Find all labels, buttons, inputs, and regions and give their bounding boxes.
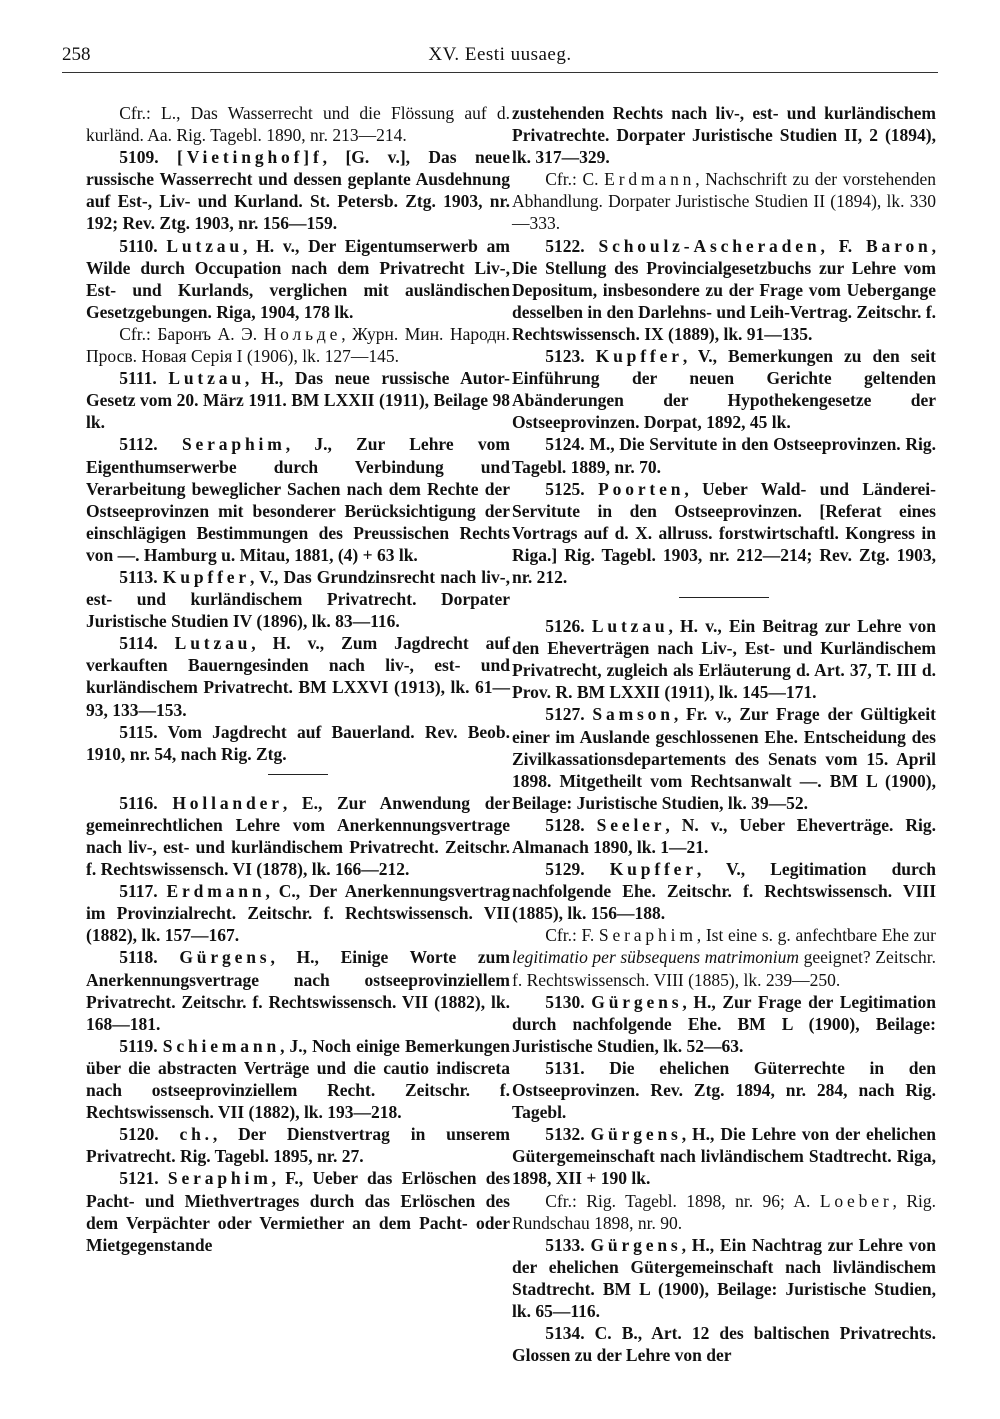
- bibliography-entry: [86, 1035, 510, 1123]
- author-name: Gürgens: [590, 1124, 682, 1145]
- author-name: Loeber: [819, 1190, 893, 1211]
- entry-text: , V., Bemerkungen zu den seit Einführung der neuen Gerichte geltenden Abänderungen der Hypothekengesetze der Ostseeprovinzen. Dorpat, 1892, 45 lk.: [512, 346, 936, 433]
- entry-text: Cfr.: Баронъ А. Э.: [119, 323, 264, 344]
- left-column: [86, 102, 510, 1256]
- bibliography-entry: [512, 1057, 936, 1123]
- entry-text: Cfr.: Rig. Tagebl. 1898, nr. 96; A.: [545, 1190, 820, 1211]
- header-rule: [62, 72, 938, 73]
- bibliography-entry: [512, 235, 936, 345]
- entry-text: 5114.: [119, 633, 175, 654]
- bibliography-entry: [86, 880, 510, 946]
- author-name: Нольде: [263, 323, 342, 344]
- entry-text: 5129.: [545, 859, 610, 880]
- entry-text: , C., Der Anerkennungsvertrag im Provinzialrecht. Zeitschr. f. Rechtswissensch. VII (1882), lk. 157—167.: [86, 881, 510, 946]
- entry-text: 5132.: [545, 1124, 591, 1145]
- bibliography-entry: [86, 235, 510, 323]
- entry-text: , V., Das Grundzinsrecht nach liv-, est- und kurländischem Privatrecht. Dorpater Juristische Studien IV (1896), lk. 83—116.: [86, 566, 510, 632]
- bibliography-entry: [86, 1167, 510, 1255]
- entry-text: , Rig. Rundschau 1898, nr. 90.: [512, 1190, 936, 1233]
- entry-text: geeignet? Zeitschr. f. Rechtswissensch. VIII (1885), lk. 239—250.: [512, 947, 936, 990]
- entry-text: Cfr.: L., Das Wasserrecht und die Flössung auf d. kurländ. Aa. Rig. Tagebl. 1890, nr. 213—214.: [86, 103, 510, 146]
- entry-text: 5131. Die ehelichen Güterrechte in den Ostseeprovinzen. Rev. Ztg. 1894, nr. 284, nach Rig. Tagebl.: [512, 1057, 936, 1123]
- bibliography-note: [86, 102, 510, 146]
- entry-text: , Ist eine s. g. anfechtbare Ehe zur: [696, 925, 936, 946]
- entry-text: , H., Das neue russische Autor-Gesetz vom 20. März 1911. BM LXXII (1911), Beilage 98 lk.: [86, 368, 510, 433]
- author-name: Schoulz-Ascheraden: [598, 235, 821, 256]
- author-name: Seraphim: [181, 434, 286, 455]
- author-name: Hollander: [172, 792, 283, 813]
- page-header: [62, 38, 938, 72]
- author-name: ch.: [179, 1124, 213, 1145]
- bibliography-note: [512, 168, 936, 234]
- author-name: Lutzau: [591, 616, 669, 637]
- entry-text: 5127.: [545, 704, 593, 725]
- entry-text: , H., Die Lehre von der ehelichen Gütergemeinschaft nach livländischem Stadtrecht. Riga, 1898, XII + 190 lk.: [512, 1124, 936, 1189]
- entry-text: , Ueber Wald- und Länderei-Servitute in den Ostseeprovinzen. [Referat eines Vortrags auf d. X. allruss. forstwirtschaftl. Kongress in Riga.] Rig. Tagebl. 1903, nr. 212—214; Rev. Ztg. 1903, nr. 212.: [512, 478, 936, 587]
- entry-text: 5123.: [545, 346, 596, 367]
- author-name: Seraphim: [167, 1168, 272, 1189]
- bibliography-entry: [512, 433, 936, 477]
- entry-text: , V., Legitimation durch nachfolgende Ehe. Zeitschr. f. Rechtswissensch. VIII (1885), lk. 156—188.: [512, 859, 936, 924]
- entry-text: , H., Zur Frage der Legitimation durch nachfolgende Ehe. BM L (1900), Beilage: Juristische Studien, lk. 52—63.: [512, 991, 936, 1056]
- entry-text: 5124. M., Die Servitute in den Ostseeprovinzen. Rig. Tagebl. 1889, nr. 70.: [512, 434, 936, 477]
- entry-text: , N. v., Ueber Eheverträge. Rig. Almanach 1890, lk. 1—21.: [512, 814, 936, 857]
- bibliography-entry: [86, 632, 510, 720]
- section-separator: [268, 774, 328, 775]
- bibliography-entry: [86, 792, 510, 880]
- author-name: [Vietinghof]f: [177, 147, 323, 168]
- entry-text: , Der Dienstvertrag in unserem Privatrecht. Rig. Tagebl. 1895, nr. 27.: [86, 1124, 511, 1167]
- entry-text: , J., Zur Lehre vom Eigenthumserwerbe durch Verbindung und Verarbeitung beweglicher Sachen nach dem Rechte der Ostseeprovinzen mit besonderer Berücksichtigung der einschlägigen Bestimmungen des Preussischen Rechts von —. Hamburg u. Mitau, 1881, (4) + 63 lk.: [86, 434, 510, 565]
- entry-text: , F., Ueber das Erlöschen des Pacht- und Miethvertrages durch das Erlöschen des dem Verpächter oder Vermiether an dem Pacht- oder Mietgegenstande: [86, 1168, 511, 1255]
- italic-term: legitimatio per sübsequens matrimonium: [512, 947, 799, 968]
- bibliography-entry: [512, 345, 936, 433]
- entry-text: 5125.: [545, 478, 599, 499]
- entry-text: , Журн. Мин. Народн. Просв. Новая Серія I (1906), lk. 127—145.: [86, 323, 510, 367]
- author-name: Erdmann: [166, 881, 266, 902]
- entry-text: 5117.: [119, 881, 167, 902]
- bibliography-entry: [512, 703, 936, 813]
- bibliography-note: [512, 924, 936, 990]
- entry-text: 5134. C. B., Art. 12 des baltischen Privatrechts. Glossen zu der Lehre von der: [512, 1323, 936, 1366]
- entry-text: , E., Zur Anwendung der gemeinrechtlichen Lehre vom Anerkennungsvertrage nach liv-, est- und kurländischem Privatrecht. Zeitschr. f. Rechtswissensch. VI (1878), lk. 166—212.: [86, 792, 510, 880]
- author-name: Kupffer: [609, 859, 697, 880]
- bibliography-entry: [512, 858, 936, 924]
- author-name: Kupffer: [595, 346, 683, 367]
- bibliography-entry: [512, 615, 936, 703]
- author-name: Erdmann: [604, 169, 696, 190]
- author-name: Gürgens: [179, 947, 271, 968]
- running-title: XV. Eesti uusaeg.: [428, 44, 572, 65]
- entry-text: 5122.: [545, 235, 599, 256]
- entry-text: , H., Einige Worte zum Anerkennungsvertrage nach ostseeprovinziellem Privatrecht. Zeitschr. f. Rechtswissensch. VII (1882), lk. 168—181.: [86, 947, 510, 1034]
- entry-text: , H. v., Der Eigentumserwerb am Wilde durch Occupation nach dem Privatrecht Liv-, Est- und Kurlands, verglichen mit ausländischen Gesetzgebungen. Riga, 1904, 178 lk.: [86, 235, 510, 322]
- bibliography-entry: [86, 946, 510, 1034]
- entry-text: , H. v., Ein Beitrag zur Lehre von den Eheverträgen nach Liv-, Est- und Kurländischem Privatrecht, zugleich als Erläuterung d. Art. 37, T. III d. Prov. R. BM LXXII (1911), lk. 145—171.: [512, 616, 937, 703]
- entry-text: 5116.: [119, 792, 173, 813]
- bibliography-entry: [86, 721, 510, 765]
- author-name: Samson: [592, 704, 674, 725]
- page-number: 258: [62, 44, 91, 65]
- entry-text: zustehenden Rechts nach liv-, est- und kurländischem Privatrechte. Dorpater Juristische Studien II, 2 (1894), lk. 317—329.: [512, 103, 936, 168]
- author-name: Schiemann: [162, 1035, 281, 1056]
- author-name: Lutzau: [174, 633, 252, 654]
- entry-text: , [G. v.], Das neue russische Wasserrecht und dessen geplante Ausdehnung auf Est-, Liv- und Kurland. St. Petersb. Ztg. 1903, nr. 192; Rev. Ztg. 1903, nr. 156—159.: [86, 147, 511, 234]
- bibliography-entry: [512, 102, 936, 168]
- entry-text: , Fr. v., Zur Frage der Gültigkeit einer im Auslande geschlossenen Ehe. Entscheidung des Zivilkassationsdepartements des Senats vom 15. April 1898. Mitgetheilt vom Rechtsanwalt —. BM L (1900), Beilage: Juristische Studien, lk. 39—52.: [512, 704, 936, 813]
- entry-text: 5130.: [545, 991, 592, 1012]
- bibliography-entry: [512, 991, 936, 1057]
- section-separator: [679, 597, 769, 598]
- bibliography-note: [512, 1190, 936, 1234]
- entry-text: 5121.: [119, 1168, 168, 1189]
- author-name: Poorten: [598, 478, 685, 499]
- author-name: Lutzau: [166, 235, 243, 256]
- entry-text: 5113.: [119, 566, 163, 587]
- entry-text: Cfr.: C.: [545, 169, 605, 190]
- entry-text: , J., Noch einige Bemerkungen über die abstracten Verträge und die cautio indiscreta nach ostseeprovinziellem Recht. Zeitschr. f. Rechtswissensch. VII (1882), lk. 193—218.: [86, 1035, 510, 1123]
- bibliography-entry: [512, 1234, 936, 1322]
- author-name: Gürgens: [591, 991, 683, 1012]
- entry-text: , H. v., Zum Jagdrecht auf verkauften Bauerngesinden nach liv-, est- und kurländischem Privatrecht. BM LXXVI (1913), lk. 61—93, 133—153.: [86, 633, 510, 720]
- entry-text: , Die Stellung des Provincialgesetzbuchs zur Lehre vom Depositum, insbesondere zu der Frage vom Uebergange desselben in den Darlehns- und Leih-Vertrag. Zeitschr. f. Rechtswissensch. IX (1889), lk. 91—135.: [512, 235, 936, 344]
- right-column: [512, 102, 936, 1366]
- bibliography-entry: [86, 1123, 510, 1167]
- entry-text: 5110.: [119, 235, 167, 256]
- author-name: Seraphim: [598, 925, 697, 946]
- author-name: Kupffer: [162, 566, 251, 587]
- entry-text: 5115. Vom Jagdrecht auf Bauerland. Rev. Beob. 1910, nr. 54, nach Rig. Ztg.: [86, 721, 510, 764]
- bibliography-entry: [86, 433, 510, 566]
- author-name: Seeler: [596, 814, 666, 835]
- author-name: Gürgens: [590, 1234, 682, 1255]
- bibliography-entry: [86, 566, 510, 632]
- entry-text: 5128.: [545, 814, 597, 835]
- entry-text: 5120.: [119, 1124, 180, 1145]
- entry-text: 5112.: [119, 434, 182, 455]
- entry-text: , F.: [820, 235, 867, 256]
- entry-text: 5109.: [119, 147, 178, 168]
- entry-text: , Nachschrift zu der vorstehenden Abhandlung. Dorpater Juristische Studien II (1894), lk. 330—333.: [512, 169, 936, 234]
- bibliography-entry: [512, 478, 936, 588]
- entry-text: , H., Ein Nachtrag zur Lehre von der ehelichen Gütergemeinschaft nach livländischem Stadtrecht. BM L (1900), Beilage: Juristische Studien, lk. 65—116.: [512, 1234, 936, 1321]
- entry-text: 5126.: [545, 616, 592, 637]
- entry-text: 5118.: [119, 947, 180, 968]
- bibliography-entry: [86, 367, 510, 433]
- author-name: Baron: [866, 235, 932, 256]
- entry-text: 5111.: [119, 368, 169, 389]
- entry-text: Cfr.: F.: [545, 925, 599, 946]
- entry-text: 5119.: [119, 1035, 163, 1056]
- bibliography-entry: [86, 146, 510, 234]
- bibliography-entry: [512, 814, 936, 858]
- entry-text: 5133.: [545, 1234, 591, 1255]
- author-name: Lutzau: [168, 368, 245, 389]
- bibliography-entry: [512, 1123, 936, 1189]
- bibliography-note: [86, 323, 510, 367]
- bibliography-entry: [512, 1322, 936, 1366]
